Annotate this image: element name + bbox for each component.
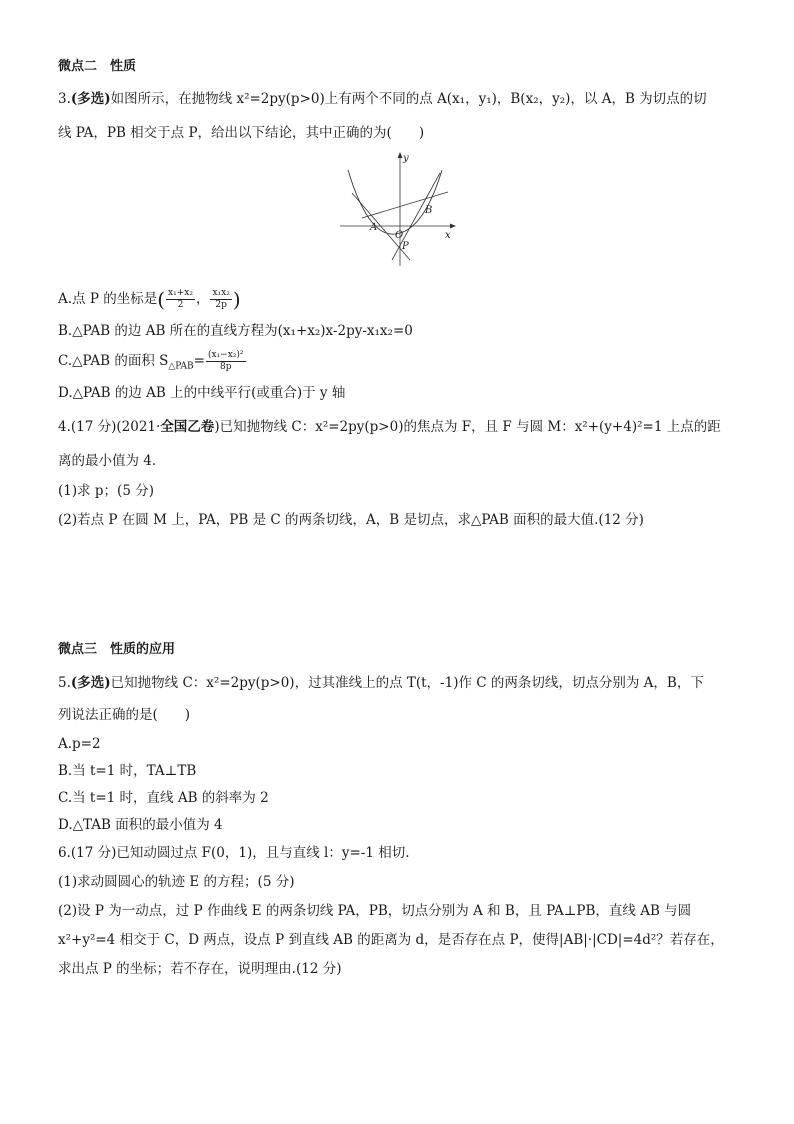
- label-o: O: [395, 230, 404, 241]
- q4-line-2: 离的最小值为 4.: [58, 453, 157, 469]
- frac-x-coord: $\frac{\text{x₁+x₂}}{2}$: [168, 288, 193, 310]
- q4-text: )已知抛物线 C：x²=2py(p>0)的焦点为 F，且 F 与圆 M：x²+(y+4)²=1 上点的距: [214, 419, 721, 435]
- frac-y-coord: $\frac{\text{x₁x₂}}{2p}$: [212, 288, 230, 310]
- q3-option-a: A.点 P 的坐标是( $\frac{\text{x₁+x₂}}{2}$ ， $\frac{\text{x₁x₂}}{2p}$ ): [58, 287, 241, 312]
- label-b: B: [425, 205, 433, 216]
- parabola-tangent-figure: [340, 148, 458, 268]
- q6-line-1: 6.(17 分)已知动圆过点 F(0，1)，且与直线 l：y=-1 相切.: [58, 845, 410, 861]
- q4-line-1: [58, 418, 721, 436]
- q6-part-2-line-3: 求出点 P 的坐标；若不存在，说明理由.(12 分): [58, 961, 342, 977]
- q3-option-c: C.△PAB 的面积 $S_{\triangle PAB}=$ $\frac{\text{(x₁−x₂)²}}{8p}$: [58, 350, 244, 372]
- q5-multi-tag: (多选): [70, 675, 111, 691]
- q3-text-b: 上有两个不同的点 A(x₁，y₁)，B(x₂，y₂)，以 A，B 为切点的切: [324, 91, 707, 107]
- q4-part-2: (2)若点 P 在圆 M 上，PA，PB 是 C 的两条切线，A，B 是切点，求△PAB 面积的最大值.(12 分): [58, 512, 644, 528]
- label-a: A: [370, 222, 378, 233]
- q3-option-a-text: A.点 P 的坐标是: [58, 291, 158, 307]
- x-axis-arrow: [450, 224, 456, 229]
- q3-option-b: B.△PAB 的边 AB 所在的直线方程为(x₁+x₂)x-2py-x₁x₂=0: [58, 323, 413, 339]
- q4-source-tag: 全国乙卷: [160, 419, 215, 435]
- q3-text-a: 如图所示，在抛物线: [110, 91, 237, 107]
- label-p: P: [402, 241, 409, 252]
- q3-line-1: [58, 90, 707, 108]
- q3-equation: x²=2py(p>0): [236, 91, 325, 107]
- frac-area: $\frac{\text{(x₁−x₂)²}}{8p}$: [207, 350, 244, 372]
- parabola-curve: [348, 170, 442, 234]
- q5-number: 5.: [58, 675, 71, 691]
- q3-multi-tag: (多选): [70, 91, 111, 107]
- label-x: x: [445, 230, 451, 241]
- section-heading-2: 微点二 性质: [58, 59, 137, 74]
- q3-number: 3.: [58, 91, 71, 107]
- tangent-pb: [392, 173, 440, 260]
- q5-text: 已知抛物线 C：x²=2py(p>0)，过其准线上的点 T(t，-1)作 C 的两条切线，切点分别为 A，B，下: [110, 675, 704, 691]
- chord-ab: [362, 192, 448, 218]
- q4-part-1: (1)求 p；(5 分): [58, 483, 154, 499]
- q3-option-c-text: C.△PAB 的面积 S: [58, 353, 169, 369]
- q6-part-2-line-2: x²+y²=4 相交于 C，D 两点，设点 P 到直线 AB 的距离为 d，是否存在点 P，使得|AB|·|CD|=4d²？若存在，: [58, 932, 724, 948]
- q4-number: 4.(17 分)(2021·: [58, 419, 161, 435]
- q5-line-2: 列说法正确的是( ): [58, 707, 191, 723]
- y-axis-arrow: [398, 152, 403, 158]
- q5-option-c: C.当 t=1 时，直线 AB 的斜率为 2: [58, 790, 269, 806]
- q6-part-1: (1)求动圆圆心的轨迹 E 的方程；(5 分): [58, 874, 295, 890]
- q6-part-2-line-1: (2)设 P 为一动点，过 P 作曲线 E 的两条切线 PA，PB，切点分别为 A 和 B，且 PA⊥PB，直线 AB 与圆: [58, 903, 692, 919]
- q3-option-d: D.△PAB 的边 AB 上的中线平行(或重合)于 y 轴: [58, 385, 346, 401]
- q5-option-a: A.p=2: [58, 736, 101, 752]
- q5-line-1: [58, 674, 704, 692]
- label-y: y: [403, 153, 409, 164]
- q5-option-d: D.△TAB 面积的最小值为 4: [58, 817, 223, 833]
- q5-option-b: B.当 t=1 时，TA⊥TB: [58, 763, 197, 779]
- q3-line-2: 线 PA，PB 相交于点 P，给出以下结论，其中正确的为( ): [58, 125, 425, 141]
- section-heading-3: 微点三 性质的应用: [58, 642, 176, 657]
